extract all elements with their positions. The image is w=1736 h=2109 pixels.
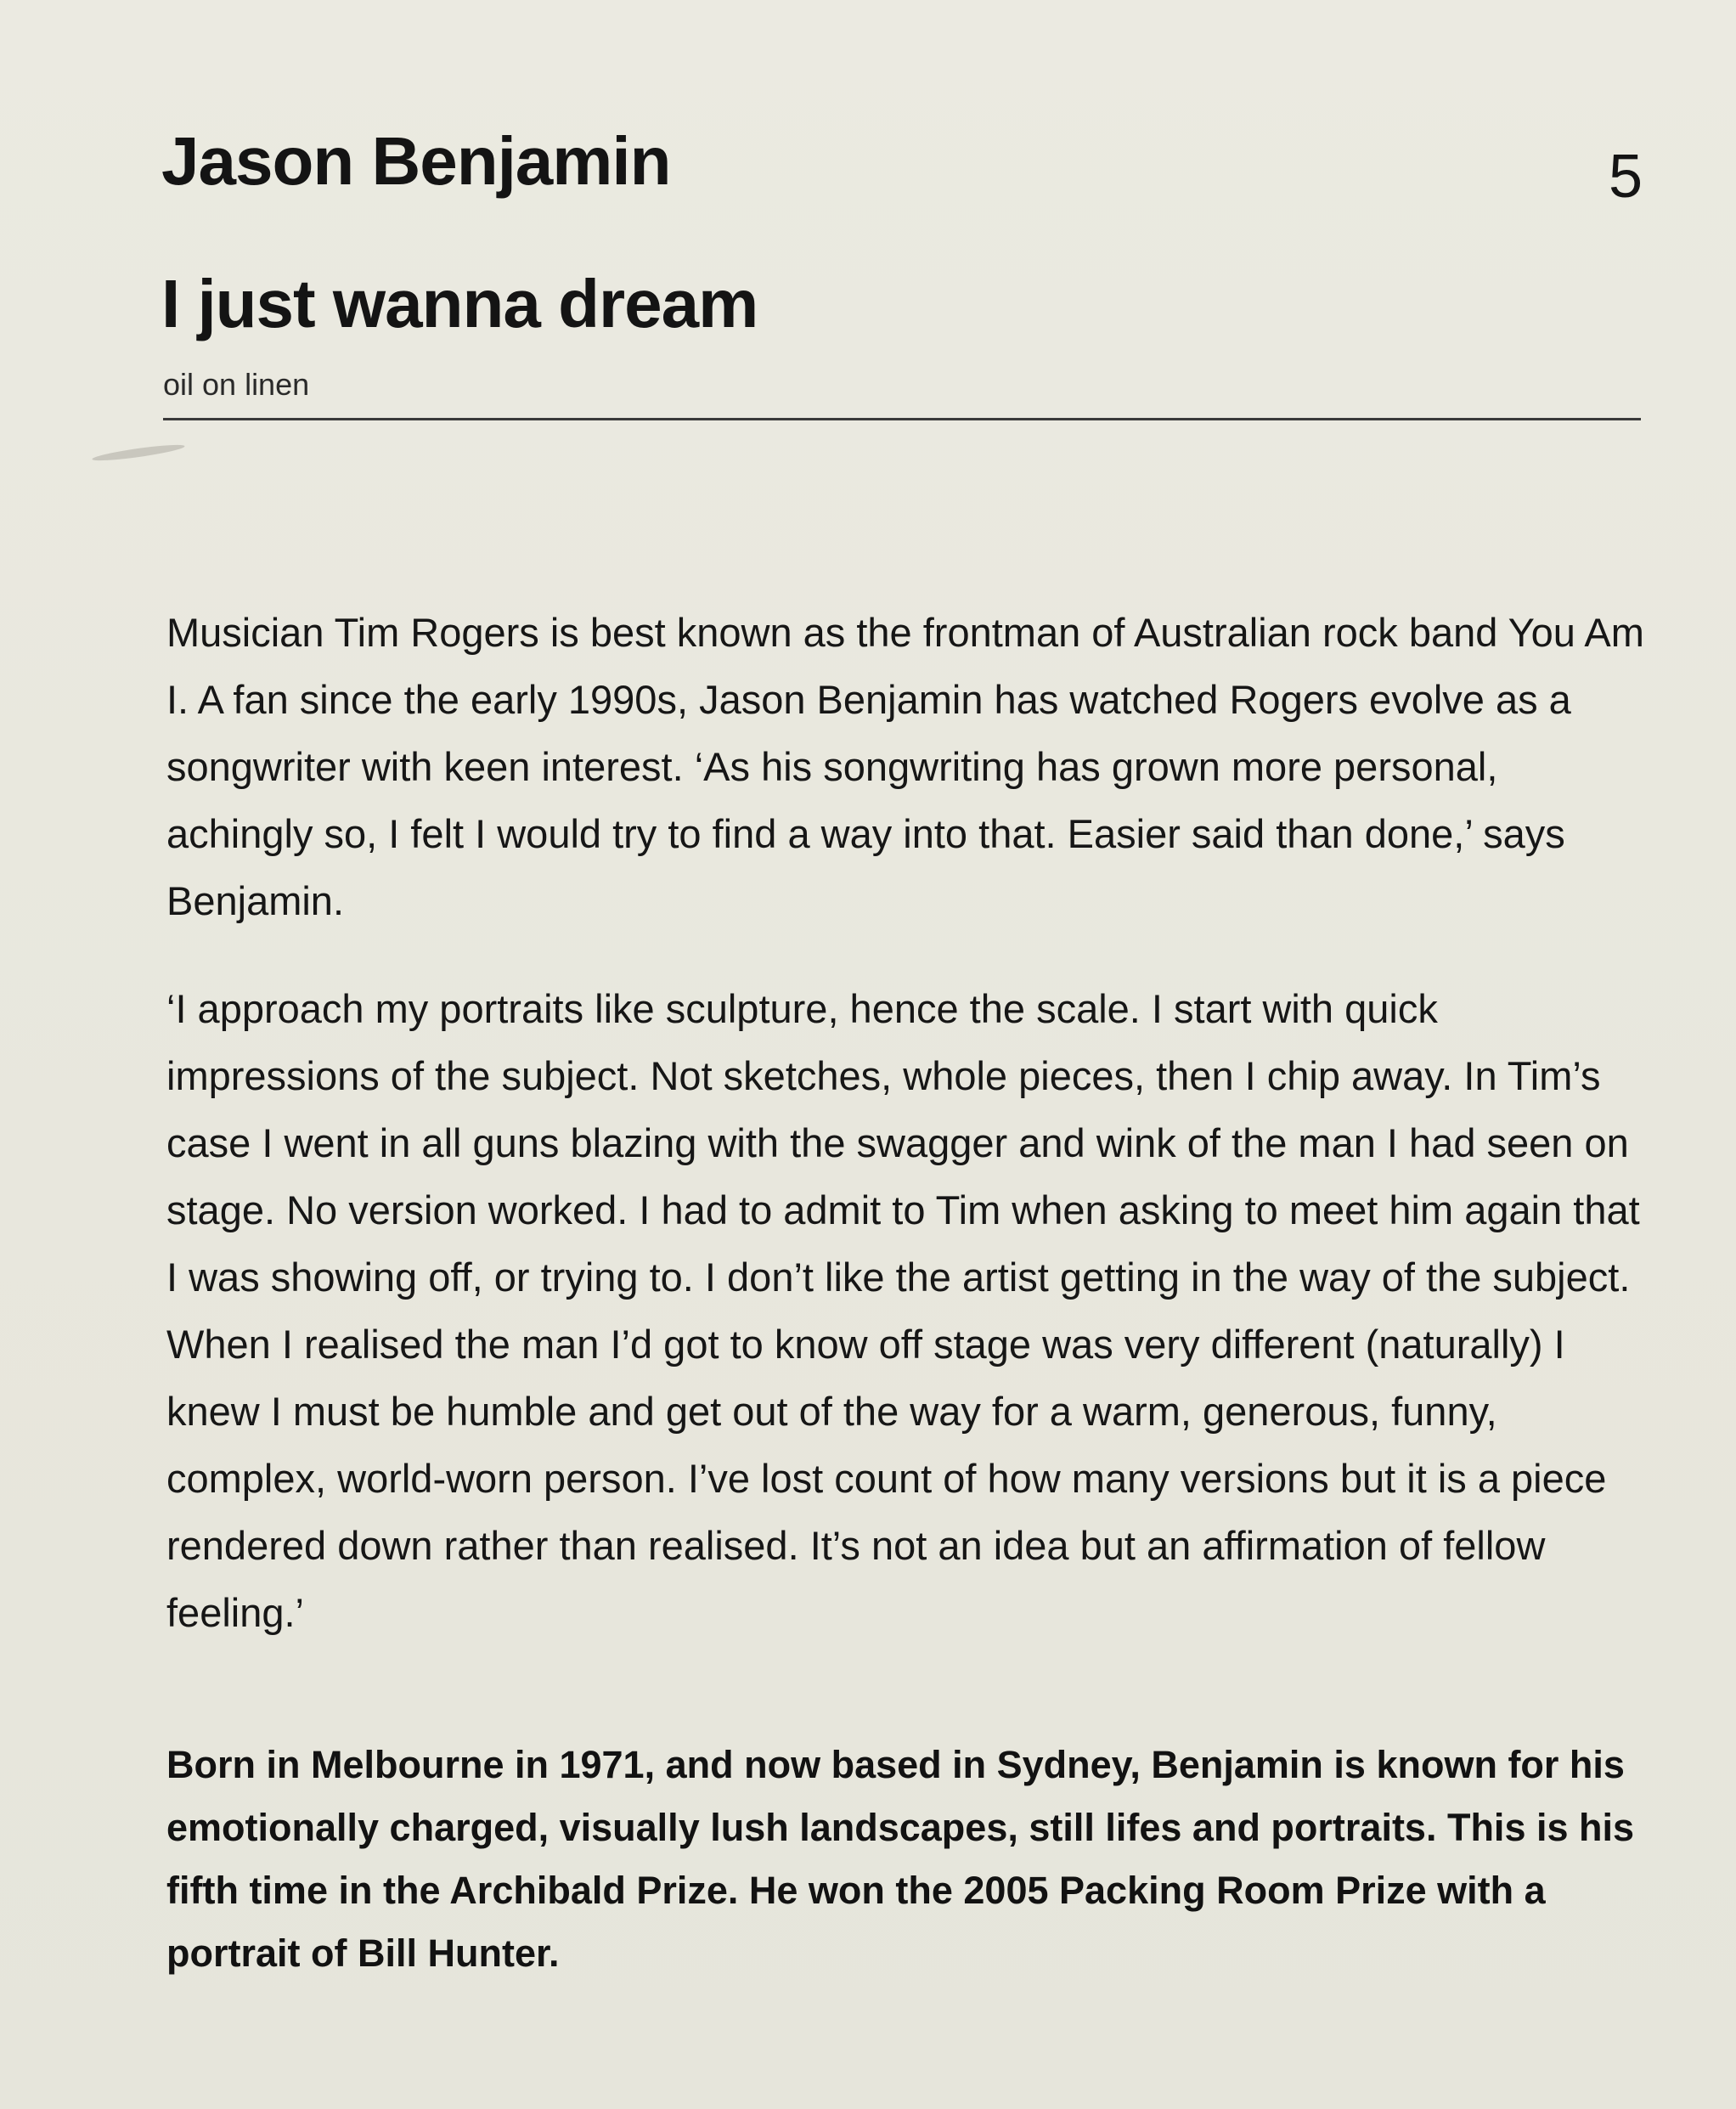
surface-mark	[92, 442, 185, 463]
artwork-medium: oil on linen	[163, 367, 310, 402]
catalogue-number: 5	[1608, 143, 1643, 211]
artist-name: Jason Benjamin	[161, 123, 671, 199]
description-paragraph-1: Musician Tim Rogers is best known as the frontman of Australian rock band You Am I. A fan since the early 1990s, Jason Benjamin has watched Rogers evolve as a songwriter with keen interest. ‘As his songwriting has grown more personal, achingly so, I felt I would try to find a way into that. Easier said than done,’ says Benjamin.	[166, 610, 1644, 923]
artwork-title: I just wanna dream	[161, 266, 758, 341]
artist-quote-paragraph: ‘I approach my portraits like sculpture, hence the scale. I start with quick impressions of the subject. Not sketches, whole pieces, then I chip away. In Tim’s case I went in all guns blazing with the swagger and wink of the man I had seen on stage. No version worked. I had to admit to Tim when asking to meet him again that I was showing off, or trying to. I don’t like the artist getting in the way of the subject. When I realised the man I’d got to know off stage was very different (naturally) I knew I must be humble and get out of the way for a warm, generous, funny, complex, world-worn person. I’ve lost count of how many versions but it is a piece rendered down rather than realised. It’s not an idea but an affirmation of fellow feeling.’	[166, 986, 1640, 1635]
title-divider	[163, 418, 1641, 420]
artist-biography-paragraph: Born in Melbourne in 1971, and now based in Sydney, Benjamin is known for his emotionally charged, visually lush landscapes, still lifes and portraits. This is his fifth time in the Archibald Prize. He won the 2005 Packing Room Prize with a portrait of Bill Hunter.	[166, 1743, 1635, 1975]
